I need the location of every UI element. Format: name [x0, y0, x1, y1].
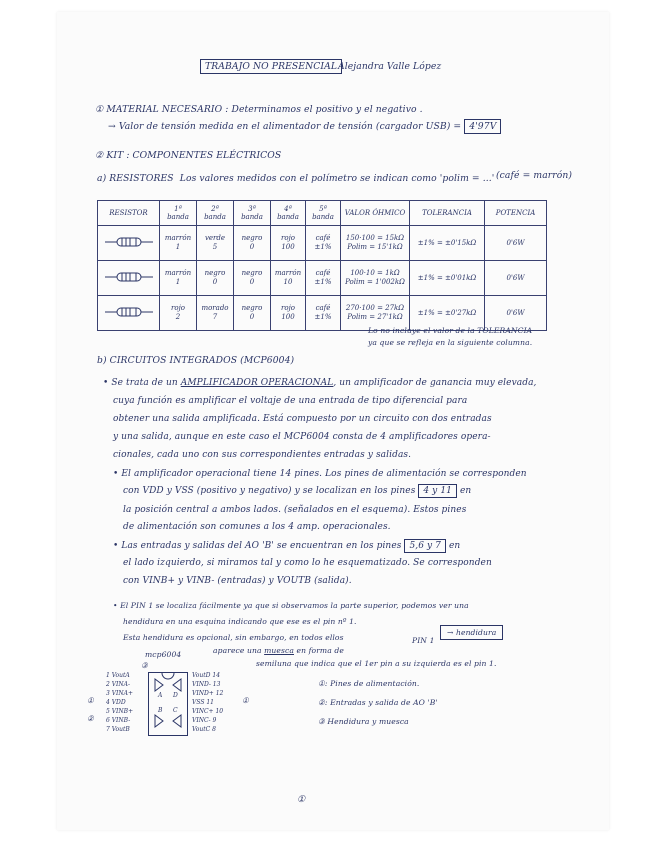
paragraph-2-line-3: la posición central a ambos lados. (señalados en el esquema). Estos pines [123, 505, 467, 515]
color-note: (café = marrón) [496, 170, 573, 181]
chip-name: mcp6004 [145, 650, 182, 659]
resistors-intro: a) RESISTORES Los valores medidos con el polímetro se indican como 'polim = ...' [97, 173, 495, 184]
paragraph-1-line-5: cionales, cada uno con sus correspondientes entradas y salidas. [113, 450, 412, 460]
paragraph-4-line-3: Esta hendidura es opcional, sin embargo, en todos ellos [123, 633, 344, 642]
pin-right: VINC- 9 [192, 717, 217, 724]
page-title: TRABAJO NO PRESENCIAL [205, 61, 338, 72]
pin-right: VIND+ 12 [192, 690, 224, 697]
pin-right: VoutC 8 [192, 726, 216, 733]
amp-label-b: B [158, 707, 163, 714]
paragraph-1-line-2: cuya función es amplificar el voltaje de una entrada de tipo diferencial para [113, 396, 468, 406]
hendidura-sketch: → hendidura [440, 625, 503, 640]
author-name: Alejandra Valle López [338, 61, 442, 72]
section-1-heading: ① MATERIAL NECESARIO : Determinamos el positivo y el negativo . [95, 104, 423, 115]
resistor-symbol-icon [103, 235, 155, 249]
table-row: marrón 1 negro 0 negro 0 marrón 10 café ±1% 100·10 = 1kΩ Polim = 1'002kΩ ±1% = ±0'01kΩ 0'6W [98, 261, 547, 296]
paragraph-4-line-1: • El PIN 1 se localiza fácilmente ya que si observamos la parte superior, podemos ver una [113, 601, 469, 610]
pin-right: VIND- 13 [192, 681, 221, 688]
pin-left: 7 VoutB [106, 726, 130, 733]
paragraph-1-line-3: obtener una salida amplificada. Está compuesto por un circuito con dos entradas [113, 414, 492, 424]
pin-right: VSS 11 [192, 699, 214, 706]
pin-left: 4 VDD [106, 699, 126, 706]
marker-3: ③ [141, 661, 148, 670]
page-number: ① [297, 794, 306, 805]
marker-1-right: ① [242, 696, 249, 705]
paragraph-3-line-3: con VINB+ y VINB- (entradas) y VOUTB (salida). [123, 576, 352, 586]
pin-left: 6 VINB- [106, 717, 131, 724]
pin-left: 5 VINB+ [106, 708, 134, 715]
paragraph-4-line-2: hendidura en una esquina indicando que ese es el pin nº 1. [123, 617, 357, 626]
amp-label-a: A [158, 692, 163, 699]
section-1-voltage: → Valor de tensión medida en el alimentador de tensión (cargador USB) = 4'97V [108, 121, 501, 132]
paragraph-3-line-2: el lado izquierdo, si miramos tal y como lo he esquematizado. Se corresponden [123, 558, 492, 568]
table-row: marrón 1 verde 5 negro 0 rojo 100 café ±1% 150·100 = 15kΩ Polim = 15'1kΩ ±1% = ±0'15kΩ 0'6W [98, 226, 547, 261]
resistor-symbol-icon [103, 305, 155, 319]
voltage-value: 4'97V [464, 119, 501, 134]
legend-3: ③ Hendidura y muesca [318, 717, 409, 726]
pin-right: VoutD 14 [192, 672, 221, 679]
power-pins-value: 4 y 11 [418, 484, 457, 498]
table-row: rojo 2 morado 7 negro 0 rojo 100 café ±1% 270·100 = 27kΩ Polim = 27'1kΩ ±1% = ±0'27kΩ 0'6W [98, 296, 547, 331]
title-box [200, 59, 342, 74]
marker-1-left: ① [87, 696, 94, 705]
pin-left: 1 VoutA [106, 672, 130, 679]
pin-right: VINC+ 10 [192, 708, 224, 715]
marker-2: ② [87, 714, 94, 723]
resistor-table [97, 200, 547, 331]
pin-left: 3 VINA+ [106, 690, 134, 697]
opamp-schematic-icon [149, 673, 187, 735]
paragraph-4-line-5: semiluna que indica que el 1er pin a su izquierda es el pin 1. [256, 659, 497, 668]
table-footnote-2: ya que se refleja en la siguiente columna. [368, 338, 533, 347]
ao-b-pins-value: 5,6 y 7 [404, 539, 446, 553]
paragraph-4-line-4: aparece una muesca en forma de [213, 646, 344, 655]
section-2-heading: ② KIT : COMPONENTES ELÉCTRICOS [95, 150, 282, 161]
amp-label-d: D [173, 692, 178, 699]
pin-left: 2 VINA- [106, 681, 131, 688]
paragraph-1-line-4: y una salida, aunque en este caso el MCP6004 consta de 4 amplificadores opera- [113, 432, 491, 442]
table-footnote-1: Lo no incluye el valor de la TOLERANCIA [368, 326, 533, 335]
paragraph-1-line-1: • Se trata de un AMPLIFICADOR OPERACIONAL, un amplificador de ganancia muy elevada, [103, 378, 537, 388]
paragraph-3-line-1: • Las entradas y salidas del AO 'B' se encuentran en los pines 5,6 y 7 en [113, 541, 461, 551]
table-header-row: RESISTOR 1ª banda 2ª banda 3ª banda 4ª banda 5ª banda VALOR ÓHMICO TOLERANCIA POTENCIA [98, 201, 547, 226]
resistor-symbol-icon [103, 270, 155, 284]
paragraph-2-line-4: de alimentación son comunes a los 4 amp. operacionales. [123, 522, 391, 532]
pin1-label: PIN 1 [412, 636, 435, 645]
ic-chip [148, 672, 188, 736]
legend-1: ①: Pines de alimentación. [318, 679, 420, 688]
paragraph-2-line-2: con VDD y VSS (positivo y negativo) y se localizan en los pines 4 y 11 en [123, 486, 472, 496]
legend-2: ②: Entradas y salida de AO 'B' [318, 698, 438, 707]
ic-section-heading: b) CIRCUITOS INTEGRADOS (MCP6004) [97, 355, 295, 366]
amp-label-c: C [173, 707, 178, 714]
paragraph-2-line-1: • El amplificador operacional tiene 14 pines. Los pines de alimentación se corresponden [113, 469, 527, 479]
